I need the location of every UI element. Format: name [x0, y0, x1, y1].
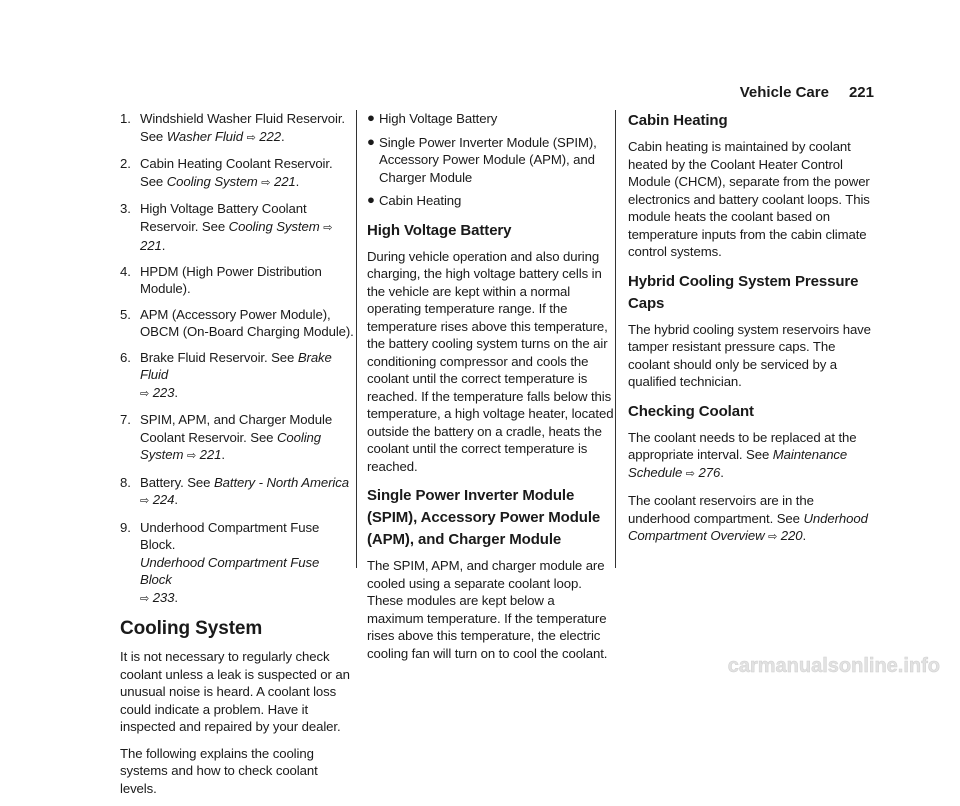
cross-reference-link[interactable]: Underhood Compartment Fuse Block	[140, 554, 320, 587]
page-arrow-icon: ⇨	[140, 387, 150, 400]
page-reference-link[interactable]: 223	[152, 384, 175, 400]
bullet-icon: ●	[367, 133, 375, 149]
cross-reference-link[interactable]: Battery - North America	[213, 474, 349, 490]
cross-reference-link[interactable]: Cooling System	[228, 218, 320, 234]
paragraph: The hybrid cooling system reservoirs have tamper resistant pressure caps. The coolant should only be serviced by a qualified technician.	[628, 321, 871, 389]
column-middle	[367, 110, 614, 671]
list-item: 5. APM (Accessory Power Module), OBCM (On-Board Charging Module).	[120, 306, 354, 339]
watermark-logo	[0, 652, 960, 678]
page-arrow-icon: ⇨	[323, 221, 333, 234]
page-header	[740, 84, 874, 101]
watermark-strip	[0, 652, 960, 678]
subsection-heading: Cabin Heating	[628, 112, 728, 129]
list-item: ● Cabin Heating	[367, 192, 462, 208]
list-item: 2. Cabin Heating Coolant Reservoir. See Cooling System ⇨ 221.	[120, 156, 333, 189]
page-reference-link[interactable]: 220	[780, 528, 803, 543]
cross-reference-link[interactable]: Brake Fluid	[140, 349, 332, 382]
bullet-icon: ●	[367, 110, 375, 125]
subsection-heading: Checking Coolant	[628, 402, 754, 420]
section-title: Vehicle Care	[739, 84, 829, 101]
page-arrow-icon: ⇨	[246, 131, 256, 144]
list-item: ● High Voltage Battery	[367, 110, 498, 126]
watermark-text: carmanualsonline.info	[727, 655, 940, 677]
page-reference-link[interactable]: 233	[152, 589, 175, 605]
paragraph: During vehicle operation and also during charging, the high voltage battery cells in the vehicle are kept within a normal operating temperature range. If the temperature rises above this temperature, the battery cooling system turns on the air conditioning compressor and cools the coolant until the correct temperature is reached. If the temperature falls below this temperature, a high voltage heater, located outside the battery on a cradle, heats the coolant until the correct temperature is reached.	[367, 248, 614, 474]
column-left	[120, 110, 354, 806]
list-item: 9. Underhood Compartment Fuse Block. Underhood Compartment Fuse Block ⇨ 233.	[120, 519, 320, 605]
paragraph: The following explains the cooling systems and how to check coolant levels.	[120, 745, 318, 796]
paragraph: Cabin heating is maintained by coolant heated by the Coolant Heater Control Module (CHCM), separate from the power electronics and battery coolant loops. This module heats the coolant based on temperature inputs from the cabin climate control systems.	[628, 139, 870, 259]
cross-reference-link[interactable]: Washer Fluid	[166, 128, 243, 144]
paragraph: It is not necessary to regularly check coolant unless a leak is suspected or an unusual noise is heard. A coolant loss could indicate a problem. Have it inspected and repaired by your dealer.	[120, 649, 350, 734]
column-divider	[356, 110, 357, 568]
cross-reference-link[interactable]: Maintenance Schedule	[628, 447, 848, 480]
paragraph: The SPIM, APM, and charger module are cooled using a separate coolant loop. These modules are kept below a maximum temperature. If the temperature rises above this temperature, the electric cooling fan will turn on to cool the coolant.	[367, 558, 608, 661]
paragraph: The coolant reservoirs are in the underhood compartment. See Underhood Compartment Overview ⇨ 220.	[628, 493, 868, 543]
page-arrow-icon: ⇨	[261, 176, 271, 189]
page-reference-link[interactable]: 221	[140, 238, 162, 253]
page-reference-link[interactable]: 224	[152, 492, 175, 507]
list-item: 7. SPIM, APM, and Charger Module Coolant Reservoir. See Cooling System ⇨ 221.	[120, 412, 333, 462]
subsection-heading: Single Power Inverter Module (SPIM), Accessory Power Module (APM), and Charger Module	[367, 487, 601, 548]
list-item: 6. Brake Fluid Reservoir. See Brake Fluid ⇨ 223.	[120, 349, 332, 400]
page-arrow-icon: ⇨	[140, 592, 150, 605]
column-right	[628, 110, 872, 556]
list-item: 3. High Voltage Battery Coolant Reservoir. See Cooling System ⇨ 221.	[120, 201, 333, 253]
page-reference-link[interactable]: 221	[273, 173, 296, 189]
cross-reference-link[interactable]: Cooling System	[166, 173, 258, 189]
bullet-icon: ●	[367, 192, 375, 207]
list-item: ● Single Power Inverter Module (SPIM), Accessory Power Module (APM), and Charger Module	[367, 133, 597, 185]
page-number: 221	[848, 84, 874, 101]
cross-reference-link[interactable]: Cooling System	[140, 429, 322, 462]
section-heading: Cooling System	[120, 618, 263, 639]
page-arrow-icon: ⇨	[140, 495, 150, 507]
page-reference-link[interactable]: 221	[199, 447, 222, 462]
page-arrow-icon: ⇨	[186, 450, 197, 462]
cross-reference-link[interactable]: Underhood Compartment Overview	[628, 510, 868, 543]
list-item: 1. Windshield Washer Fluid Reservoir. See Washer Fluid ⇨ 222.	[120, 111, 345, 144]
page-arrow-icon: ⇨	[768, 531, 778, 543]
cooling-systems-list	[367, 110, 614, 210]
list-item: 4. HPDM (High Power Distribution Module).	[120, 263, 322, 296]
list-item: 8. Battery. See Battery - North America ⇨ 224.	[120, 474, 349, 507]
page-arrow-icon: ⇨	[685, 467, 695, 480]
subsection-heading: Hybrid Cooling System Pressure Caps	[628, 272, 859, 312]
column-divider	[615, 110, 616, 568]
component-list	[120, 110, 354, 608]
page-reference-link[interactable]: 222	[259, 128, 281, 144]
subsection-heading: High Voltage Battery	[367, 221, 512, 239]
page-reference-link[interactable]: 276	[698, 464, 721, 480]
paragraph: The coolant needs to be replaced at the appropriate interval. See Maintenance Schedule ⇨ 276.	[628, 429, 857, 480]
